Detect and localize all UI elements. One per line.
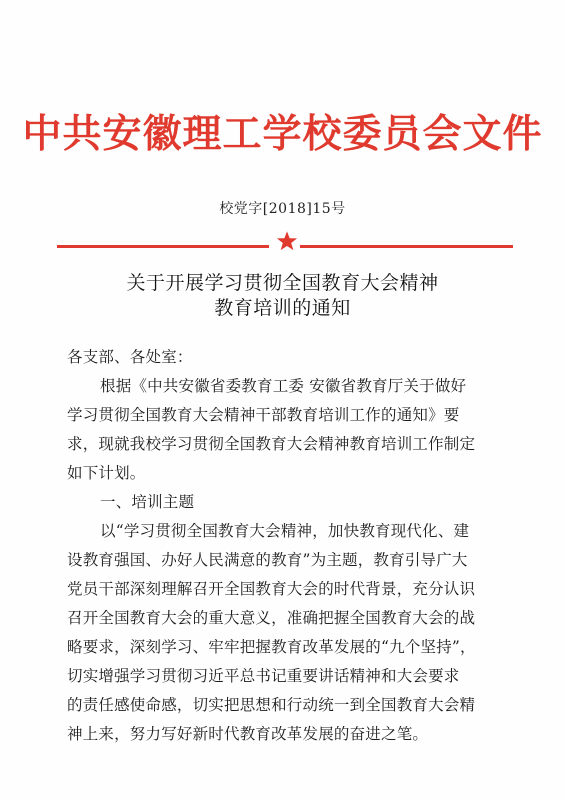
section-heading: 一、培训主题 [100, 493, 195, 511]
salutation: 各支部、各处室： [67, 348, 193, 366]
paragraph-line: 设教育强国、办好人民满意的教育”为主题，教育引导广大 [67, 551, 468, 569]
paragraph-line: 党员干部深刻理解召开全国教育大会的时代背景，充分认识 [67, 580, 476, 598]
paragraph-line: 召开全国教育大会的重大意义，准确把握全国教育大会的战 [67, 609, 476, 627]
paragraph-line: 根据《中共安徽省委教育工委 安徽省教育厅关于做好 [100, 377, 467, 395]
red-divider-left [57, 245, 269, 248]
document-title-line-2: 教育培训的通知 [214, 297, 351, 319]
paragraph-line: 切实增强学习贯彻习近平总书记重要讲话精神和大会要求 [67, 667, 460, 685]
paragraph-line: 以“学习贯彻全国教育大会精神，加快教育现代化、建 [100, 522, 470, 540]
paragraph-line: 神上来，努力写好新时代教育改革发展的奋进之笔。 [67, 725, 429, 743]
star-icon [276, 230, 298, 252]
paragraph-line: 学习贯彻全国教育大会精神干部教育培训工作的通知》要 [67, 406, 460, 424]
red-divider-right [300, 245, 513, 248]
paragraph-line: 略要求，深刻学习、牢牢把握教育改革发展的“九个坚持”， [67, 638, 476, 656]
paragraph-line: 求，现就我校学习贯彻全国教育大会精神教育培训工作制定 [67, 435, 476, 453]
document-title-line-1: 关于开展学习贯彻全国教育大会精神 [126, 272, 439, 294]
paragraph-line: 的责任感使命感，切实把思想和行动统一到全国教育大会精 [67, 696, 476, 714]
red-header-title: 中共安徽理工学校委员会文件 [22, 111, 543, 157]
document-number: 校党字[2018]15号 [219, 201, 346, 217]
paragraph-line: 如下计划。 [67, 464, 146, 482]
